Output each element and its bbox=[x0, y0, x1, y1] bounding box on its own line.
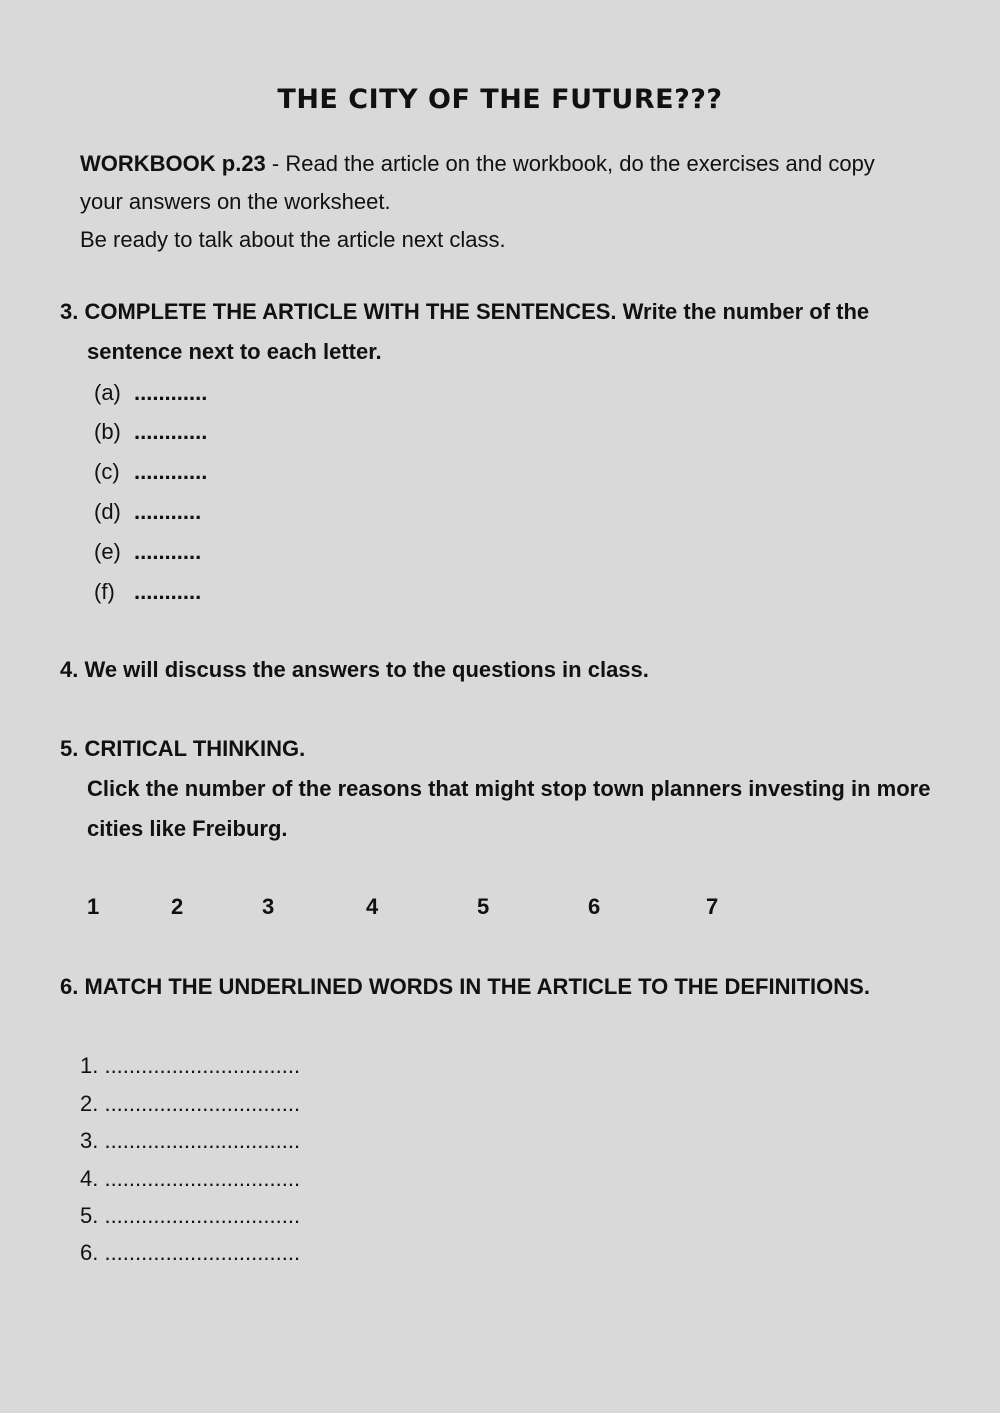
reason-option-7[interactable]: 7 bbox=[706, 894, 719, 919]
page-title: THE CITY OF THE FUTURE??? bbox=[277, 84, 723, 115]
item-letter: (e) bbox=[94, 539, 121, 564]
definition-answer-2[interactable]: 2. ................................ bbox=[80, 1091, 301, 1116]
reason-option-6[interactable]: 6 bbox=[588, 894, 601, 919]
definition-answer-6[interactable]: 6. ................................ bbox=[80, 1240, 301, 1265]
section-3-heading-line-2: sentence next to each letter. bbox=[87, 339, 382, 364]
answer-blank[interactable]: ............ bbox=[134, 419, 208, 444]
item-letter: (a) bbox=[94, 380, 121, 405]
intro-line-3: Be ready to talk about the article next class. bbox=[80, 227, 506, 252]
section-5-instruction-line-1: Click the number of the reasons that might stop town planners investing in more bbox=[87, 776, 931, 801]
answer-item-a bbox=[94, 380, 207, 406]
reason-option-4[interactable]: 4 bbox=[366, 894, 379, 919]
item-letter: (c) bbox=[94, 459, 120, 484]
item-letter: (b) bbox=[94, 419, 121, 444]
workbook-reference: WORKBOOK p.23 bbox=[80, 151, 266, 176]
reason-option-5[interactable]: 5 bbox=[477, 894, 490, 919]
section-6-heading: 6. MATCH THE UNDERLINED WORDS IN THE ARTICLE TO THE DEFINITIONS. bbox=[60, 974, 870, 999]
intro-paragraph bbox=[80, 145, 960, 259]
section-3-heading-line-1: 3. COMPLETE THE ARTICLE WITH THE SENTENCES. Write the number of the bbox=[60, 299, 870, 324]
answer-blank[interactable]: ............ bbox=[134, 459, 208, 484]
intro-line-2: your answers on the worksheet. bbox=[80, 189, 391, 214]
intro-line-1-text: - Read the article on the workbook, do the exercises and copy bbox=[265, 151, 875, 176]
answer-blank[interactable]: ........... bbox=[134, 539, 202, 564]
reason-option-2[interactable]: 2 bbox=[171, 894, 184, 919]
reason-option-3[interactable]: 3 bbox=[262, 894, 275, 919]
answer-blank[interactable]: ........... bbox=[134, 499, 202, 524]
answer-item-b bbox=[94, 419, 207, 445]
reason-option-1[interactable]: 1 bbox=[87, 894, 100, 919]
definition-answer-1[interactable]: 1. ................................ bbox=[80, 1053, 301, 1078]
answer-item-d bbox=[94, 499, 201, 525]
item-letter: (f) bbox=[94, 579, 115, 604]
definition-answer-3[interactable]: 3. ................................ bbox=[80, 1128, 301, 1153]
section-5-instruction-line-2: cities like Freiburg. bbox=[87, 816, 288, 841]
answer-item-e bbox=[94, 539, 201, 565]
definition-answer-4[interactable]: 4. ................................ bbox=[80, 1166, 301, 1191]
answer-item-f bbox=[94, 579, 201, 605]
answer-blank[interactable]: ............ bbox=[134, 380, 208, 405]
answer-blank[interactable]: ........... bbox=[134, 579, 202, 604]
intro-line-1 bbox=[80, 145, 960, 183]
definition-answer-5[interactable]: 5. ................................ bbox=[80, 1203, 301, 1228]
section-4-heading: 4. We will discuss the answers to the questions in class. bbox=[60, 657, 649, 682]
item-letter: (d) bbox=[94, 499, 121, 524]
answer-item-c bbox=[94, 459, 207, 485]
section-5-heading: 5. CRITICAL THINKING. bbox=[60, 736, 306, 761]
